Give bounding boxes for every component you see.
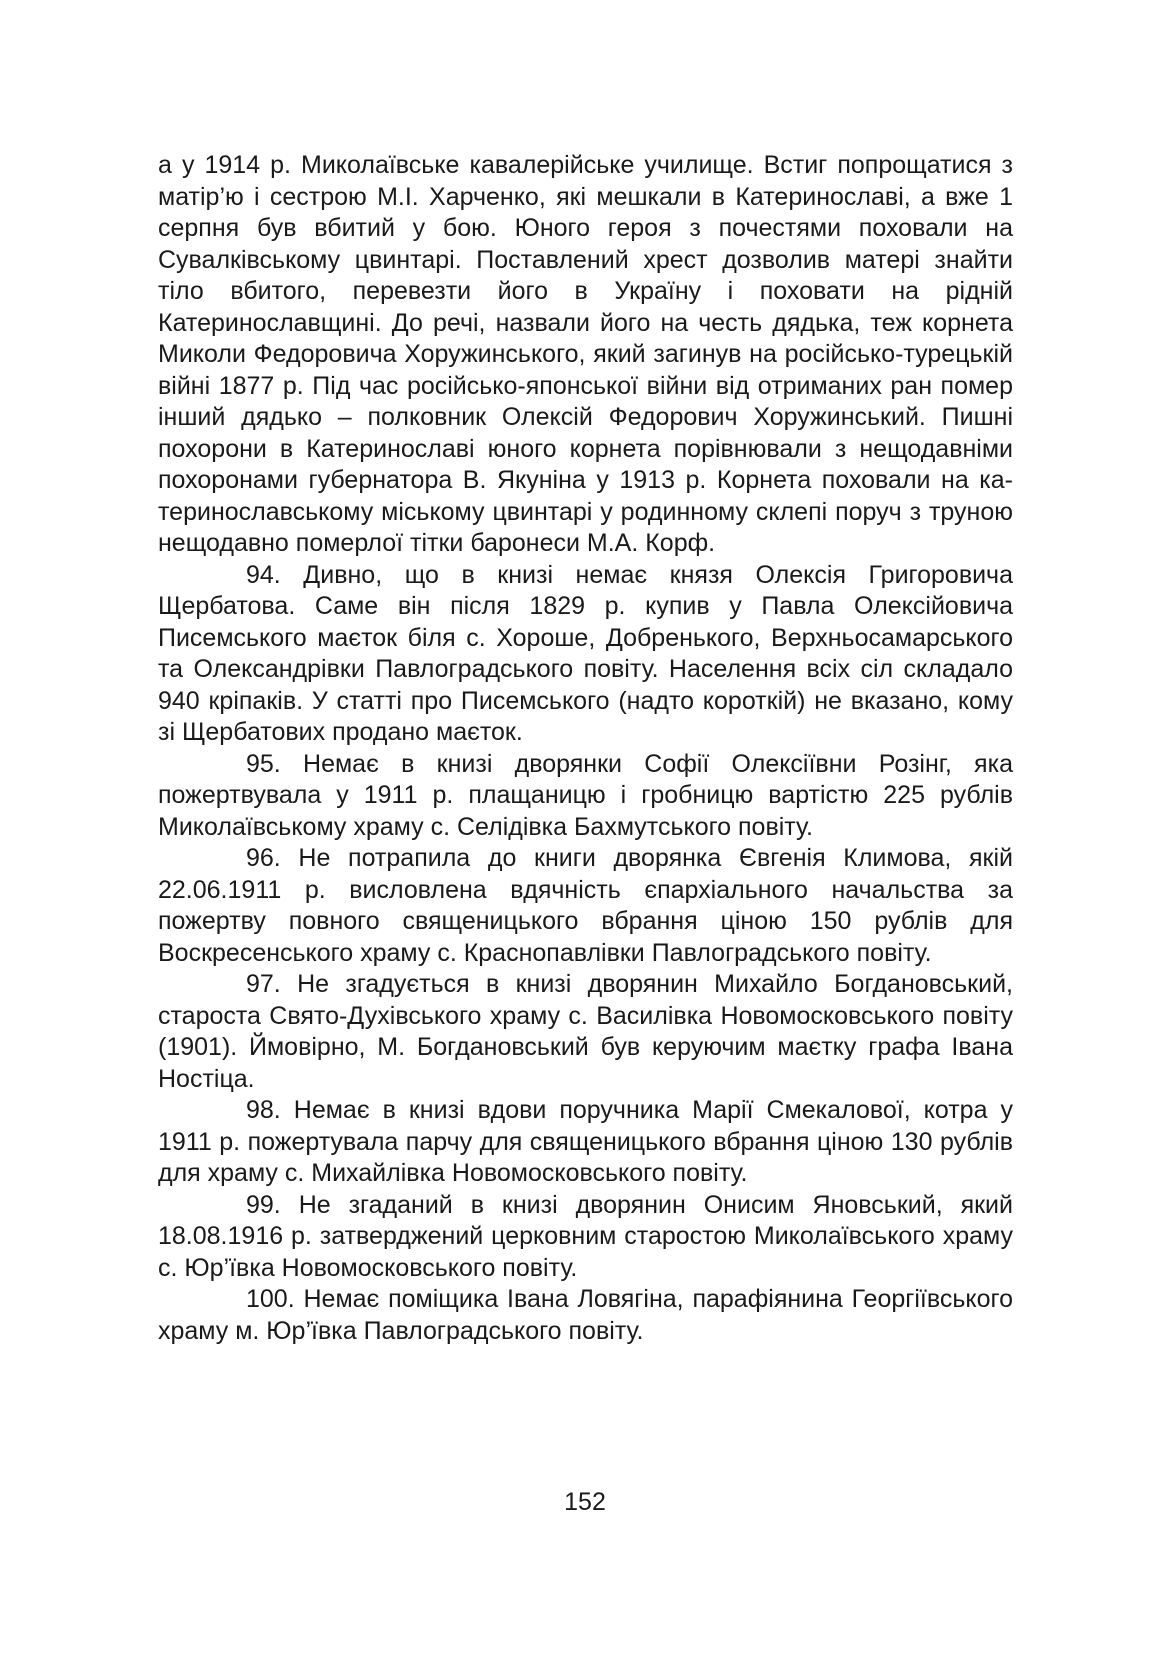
paragraph-100: 100. Немає поміщика Івана Ловягіна, парафіянина Георгіївського храму м. Юр’ївка Павлоградського повіту. bbox=[158, 1285, 1013, 1345]
paragraph-97: 97. Не згадується в книзі дворянин Михайло Богдановський, староста Свято-Духівського храму с. Василівка Новомосковського повіту (1901). Ймовірно, М. Богдановський був керуючим маєтку графа Івана Ностіца. bbox=[158, 970, 1013, 1093]
paragraph-96: 96. Не потрапила до книги дворянка Євгенія Климова, якій 22.06.1911 р. висловлена вдячність єпархіального начальства за пожертву повного священицького вбрання ціною 150 рублів для Воскресенського храму с. Краснопавлівки Павлоградського повіту. bbox=[158, 844, 1013, 967]
paragraph-continuation: а у 1914 р. Миколаївське кавалерійське училище. Встиг попрощатися з матір’ю і сестрою М.І. Харченко, які мешкали в Катеринославі, а вже 1 серпня був вбитий у бою. Юного героя з почестями поховали на Сувалківському цвинтарі. Поставлений хрест дозволив матері знайти тіло вбитого, перевезти його в Україну і поховати на рідній Катеринославщині. До речі, назвали його на честь дядька, теж корнета Миколи Федоровича Хоружинського, який загинув на російсько-турецькій війні 1877 р. Під час російсько-японської війни від отриманих ран помер інший дядько – полковник Олексій Федорович Хоружинський. Пишні похорони в Катеринославі юного корнета порівнювали з нещодавніми похоронами губернатора В. Якуніна у 1913 р. Корнета поховали на катеринославському міському цвинтарі у родинному склепі поруч з труною нещодавно померлої тітки баронеси М.А. Корф. bbox=[158, 151, 1013, 557]
page-body bbox=[158, 150, 1013, 1347]
page-number: 152 bbox=[564, 1488, 606, 1516]
paragraph-95: 95. Немає в книзі дворянки Софії Олексіївни Розінг, яка пожертвувала у 1911 р. плащаницю і гробницю вартістю 225 рублів Миколаївському храму с. Селідівка Бахмутського повіту. bbox=[158, 749, 1013, 841]
paragraph-98: 98. Немає в книзі вдови поручника Марії Смекалової, котра у 1911 р. пожертувала парчу для священицького вбрання ціною 130 рублів для храму с. Михайлівка Новомосковського повіту. bbox=[158, 1096, 1013, 1187]
paragraph-99: 99. Не згаданий в книзі дворянин Онисим Яновський, який 18.08.1916 р. затверджений церковним старостою Миколаївського храму с. Юр’ївка Новомосковського повіту. bbox=[158, 1190, 1013, 1282]
paragraph-94: 94. Дивно, що в книзі немає князя Олексія Григоровича Щербатова. Саме він після 1829 р. купив у Павла Олексійовича Писемського маєток біля с. Хороше, Добренького, Верхньосамарського та Олександрівки Павлоградського повіту. Населення всіх сіл складало 940 кріпаків. У статті про Писемського (надто короткій) не вказано, кому зі Щербатових продано маєток. bbox=[158, 560, 1013, 746]
